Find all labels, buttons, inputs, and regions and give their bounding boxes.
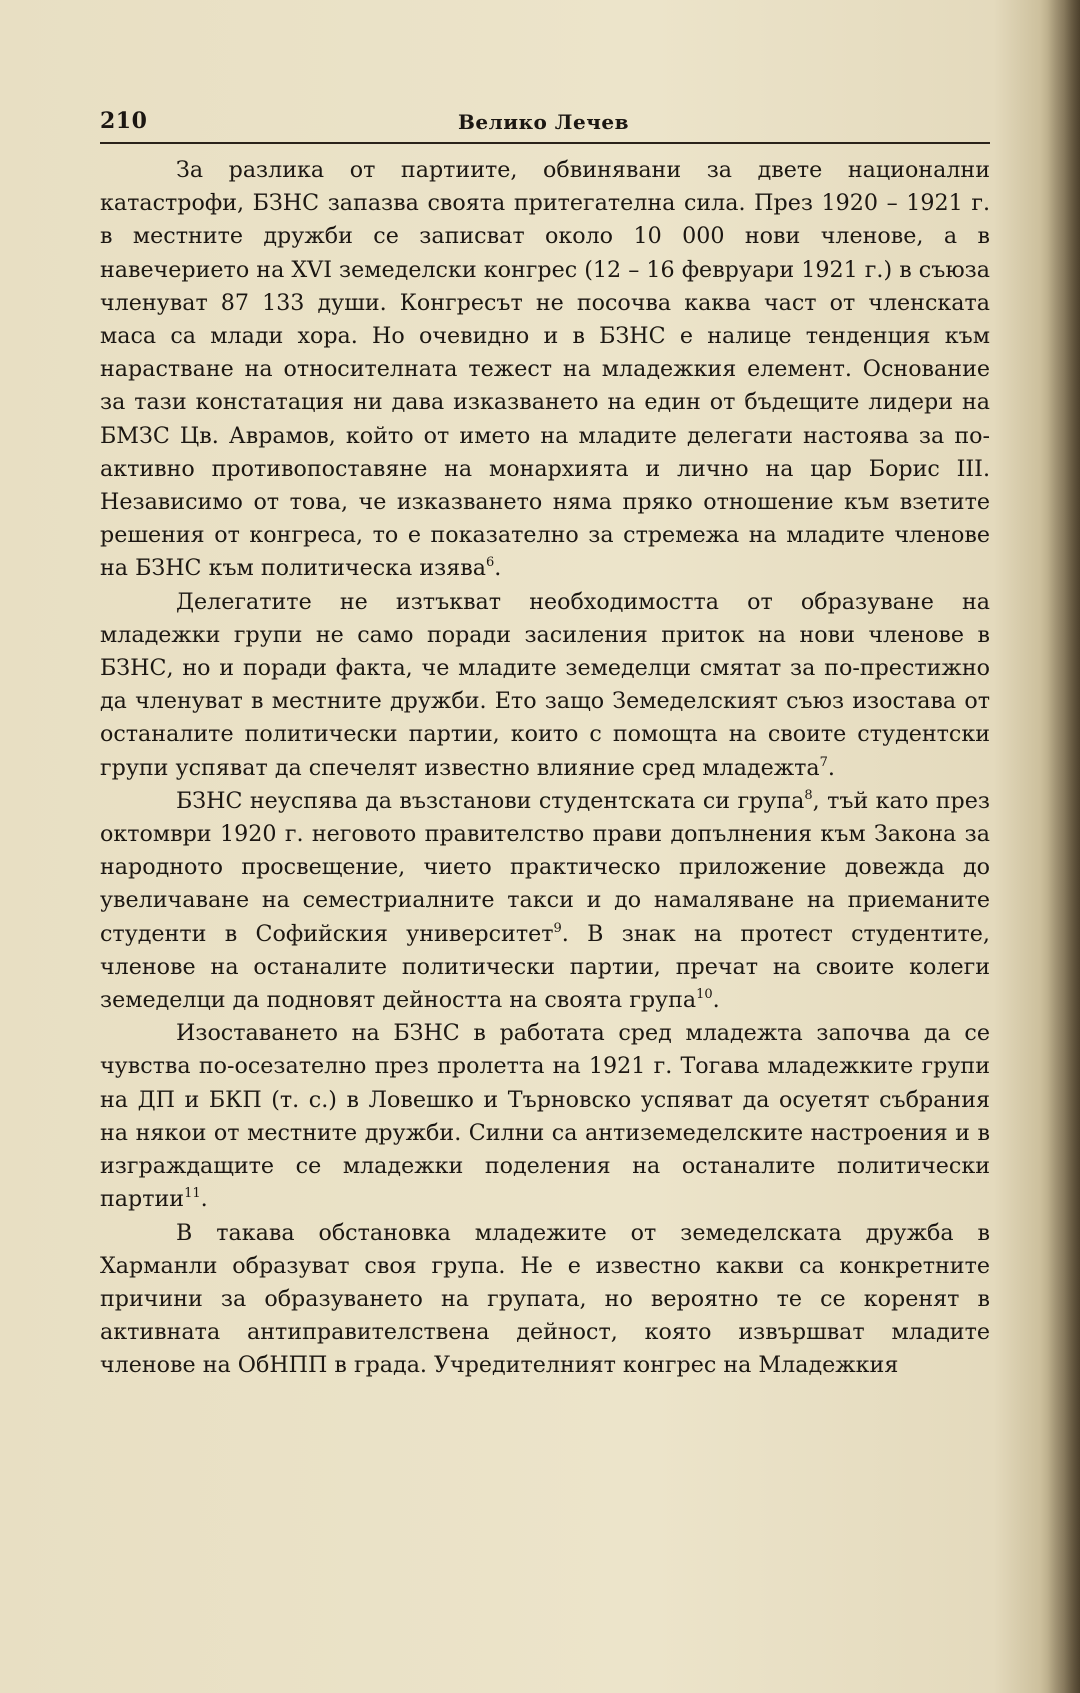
page-edge-shadow — [1040, 0, 1080, 1693]
paragraph: За разлика от партиите, обвинявани за двете национални катастрофи, БЗНС запазва своята притегателна сила. През 1920 – 1921 г. в местните дружби се записват около 10 000 нови членове, а в навечерието на XVI земеделски конгрес (12 – 16 февруари 1921 г.) в съюза членуват 87 133 души. Конгресът не посочва каква част от членската маса са млади хора. Но очевидно и в БЗНС е налице тенденция към нарастване на относителната тежест на младежкия елемент. Основание за тази констатация ни дава изказването на един от бъдещите лидери на БМЗС Цв. Аврамов, който от името на младите делегати настоява за по-активно противопоставяне на монархията и лично на цар Борис III. Независимо от това, че изказването няма пряко отношение към взетите решения от конгреса, то е показателно за стремежа на младите членове на БЗНС към политическа изява$^6$. — [100, 157, 990, 582]
footnote-ref[interactable]: 7 — [819, 754, 828, 770]
paragraph: Делегатите не изтъкват необходимостта от образуване на младежки групи не само поради засиления приток на нови членове в БЗНС, но и поради факта, че младите земеделци смятат за по-престижно да членуват в местните дружби. Ето защо Земеделският съюз изостава от останалите политически партии, които с помощта на своите студентски групи успяват да спечелят известно влияние сред младежта$^7$. — [100, 588, 990, 781]
header-rule — [100, 142, 990, 144]
footnote-ref[interactable]: 10 — [696, 987, 713, 1003]
paragraph: Изоставането на БЗНС в работата сред младежта започва да се чувства по-осезателно през пролетта на 1921 г. Тогава младежките групи на ДП и БКП (т. с.) в Ловешко и Търновско успяват да осуетят събрания на някои от местните дружби. Силни са антиземеделските настроения и в изграждащите се младежки поделения на останалите политически партии$^{11}$. — [100, 1020, 990, 1213]
footnote-ref[interactable]: 11 — [184, 1186, 201, 1202]
body-text — [100, 154, 990, 1383]
footnote-ref[interactable]: 6 — [485, 555, 495, 571]
footnote-ref[interactable]: 8 — [804, 787, 813, 803]
paragraph: В такава обстановка младежите от земеделската дружба в Харманли образуват своя група. Не е известно какви са конкретните причини за образуването на групата, но вероятно те се коренят в активната антиправителствена дейност, която извършват младите членове на ОбНПП в града. Учредителният конгрес на Младежкия — [100, 1219, 990, 1379]
footnote-ref[interactable]: 9 — [553, 920, 562, 936]
page-header — [100, 106, 990, 146]
page-number: 210 — [100, 108, 148, 134]
paragraph: БЗНС неуспява да възстанови студентската си група$^8$, тъй като през октомври 1920 г. неговото правителство прави допълнения към Закона за народното просвещение, чието практическо приложение довежда до увеличаване на семестриалните такси и до намаляване на приеманите студенти в Софийския университет$^9$. В знак на протест студентите, членове на останалите политически партии, пречат на своите колеги земеделци да подновят дейността на своята група$^{10}$. — [100, 787, 990, 1014]
running-head: Велико Лечев — [458, 110, 629, 134]
